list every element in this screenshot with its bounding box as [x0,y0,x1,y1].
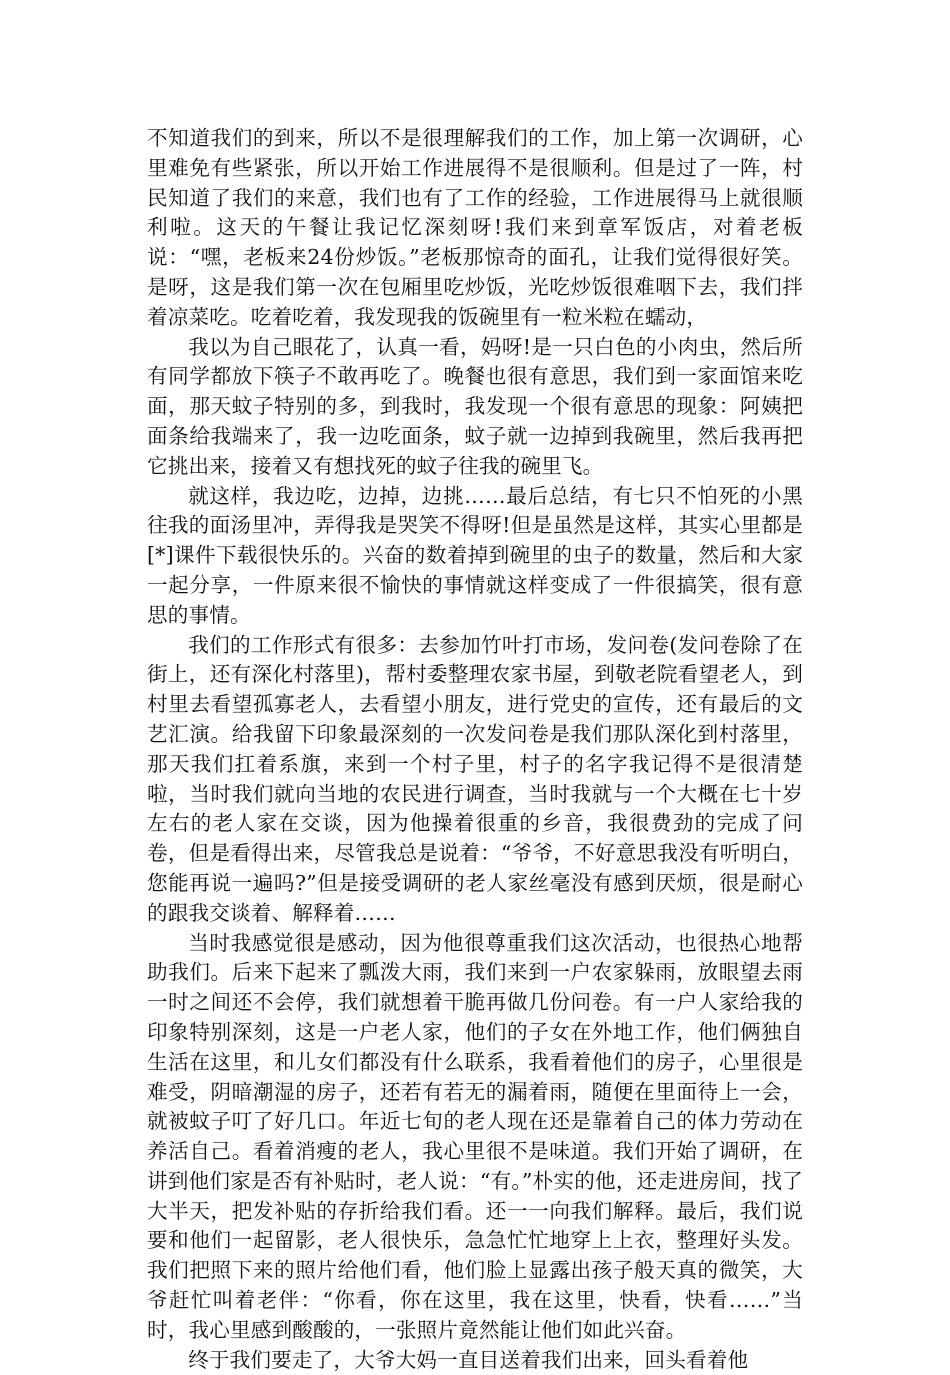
paragraph-6: 终于我们要走了，大爷大妈一直目送着我们出来，回头看着他 [188,1347,749,1372]
document-page [147,124,803,1375]
paragraph-3: 就这样，我边吃，边掉，边挑……最后总结，有七只不怕死的小黑往我的面汤里冲，弄得我是哭笑不得呀!但是虽然是这样，其实心里都是[*]课件下载很快乐的。兴奋的数着掉到碗里的虫子的数量，然后和大家一起分享，一件原来很不愉快的事情就这样变成了一件很搞笑，很有意思的事情。 [147,483,803,627]
paragraph-5: 当时我感觉很是感动，因为他很尊重我们这次活动，也很热心地帮助我们。后来下起来了瓢泼大雨，我们来到一户农家躲雨，放眼望去雨一时之间还不会停，我们就想着干脆再做几份问卷。有一户人家给我的印象特别深刻，这是一户老人家，他们的子女在外地工作，他们俩独自生活在这里，和儿女们都没有什么联系，我看着他们的房子，心里很是难受，阴暗潮湿的房子，还若有若无的漏着雨，随便在里面待上一会，就被蚊子叮了好几口。年近七旬的老人现在还是靠着自己的体力劳动在养活自己。看着消瘦的老人，我心里很不是味道。我们开始了调研，在讲到他们家是否有补贴时，老人说：“有。”朴实的他，还走进房间，找了大半天，把发补贴的存折给我们看。还一一向我们解释。最后，我们说要和他们一起留影，老人很快乐，急急忙忙地穿上上衣，整理好头发。我们把照下来的照片给他们看，他们脸上显露出孩子般天真的微笑，大爷赶忙叫着老伴：“你看，你在这里，我在这里，快看，快看……”当时，我心里感到酸酸的，一张照片竟然能让他们如此兴奋。 [147,930,803,1342]
paragraph-4: 我们的工作形式有很多：去参加竹叶打市场，发问卷(发问卷除了在街上，还有深化村落里)，帮村委整理农家书屋，到敬老院看望老人，到村里去看望孤寡老人，去看望小朋友，进行党史的宣传，还有最后的文艺汇演。给我留下印象最深刻的一次发问卷是我们那队深化到村落里，那天我们扛着系旗，来到一个村子里，村子的名字我记得不是很清楚啦，当时我们就向当地的农民进行调查，当时我就与一个大概在七十岁左右的老人家在交谈，因为他操着很重的乡音，我很费劲的完成了问卷，但是看得出来，尽管我总是说着：“爷爷，不好意思我没有听明白，您能再说一遍吗?”但是接受调研的老人家丝毫没有感到厌烦，很是耐心的跟我交谈着、解释着…… [147,632,803,925]
paragraph-1: 不知道我们的到来，所以不是很理解我们的工作，加上第一次调研，心里难免有些紧张，所以开始工作进展得不是很顺利。但是过了一阵，村民知道了我们的来意，我们也有了工作的经验，工作进展得马上就很顺利啦。这天的午餐让我记忆深刻呀!我们来到章军饭店，对着老板说：“嘿，老板来24份炒饭。”老板那惊奇的面孔，让我们觉得很好笑。是呀，这是我们第一次在包厢里吃炒饭，光吃炒饭很难咽下去，我们拌着凉菜吃。吃着吃着，我发现我的饭碗里有一粒米粒在蠕动， [147,126,803,329]
paragraph-2: 我以为自己眼花了，认真一看，妈呀!是一只白色的小肉虫，然后所有同学都放下筷子不敢再吃了。晚餐也很有意思，我们到一家面馆来吃面，那天蚊子特别的多，到我时，我发现一个很有意思的现象：阿姨把面条给我端来了，我一边吃面条，蚊子就一边掉到我碗里，然后我再把它挑出来，接着又有想找死的蚊子往我的碗里飞。 [147,334,803,478]
